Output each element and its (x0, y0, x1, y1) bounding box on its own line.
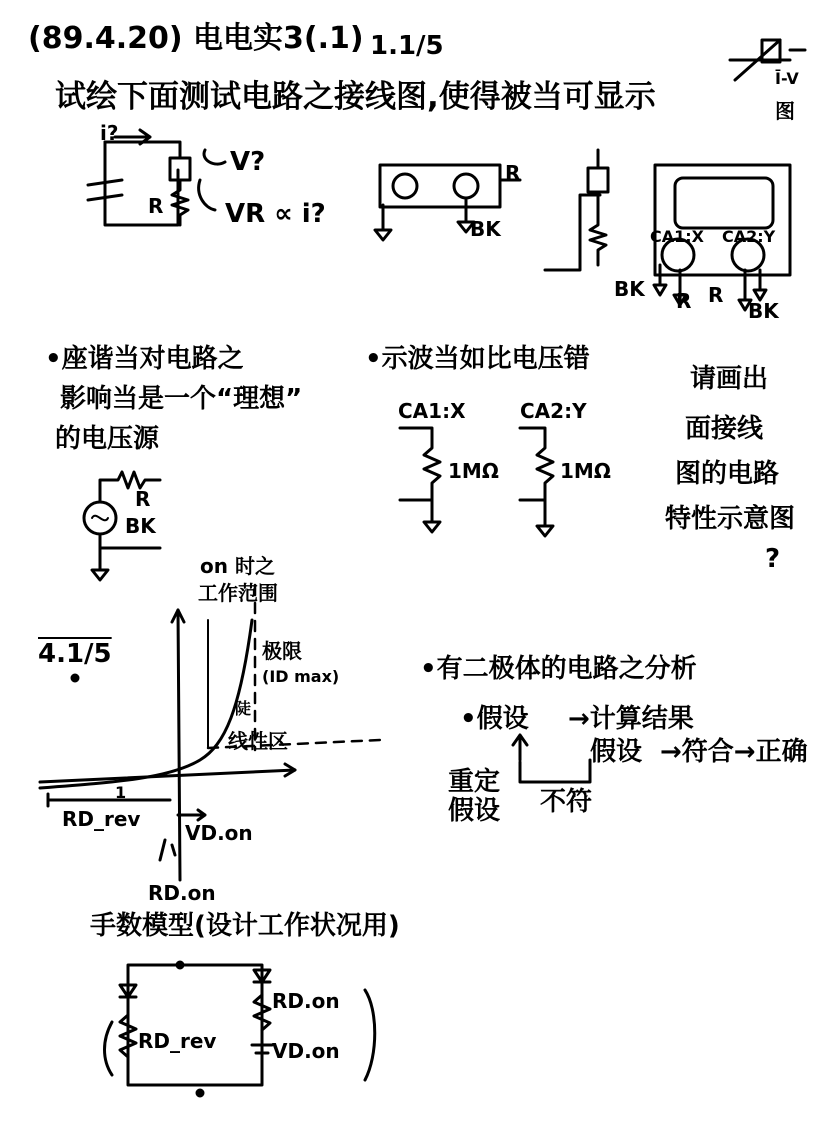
scope-r1: 1MΩ (448, 459, 499, 483)
rd-rev-label: RD_rev (62, 807, 141, 831)
scope-r-left: R (676, 289, 692, 313)
analysis-title: •有二极体的电路之分析 (420, 654, 697, 684)
question-line4: 特性示意图 (665, 504, 796, 534)
source-bk-label: BK (125, 514, 156, 538)
question-line3: 图的电路 (675, 459, 780, 489)
analysis-compute: →计算结果 (568, 704, 694, 734)
analysis-check: 假设 (590, 737, 643, 767)
analysis-assume: •假设 (460, 704, 529, 734)
model-rd-on: RD.on (272, 989, 340, 1013)
scope-r2: 1MΩ (560, 459, 611, 483)
model-vd-on: VD.on (272, 1039, 340, 1063)
rd-on-label: RD.on (148, 881, 216, 905)
model-rd-rev: RD_rev (138, 1029, 217, 1053)
range-label: 工作范围 (198, 581, 278, 605)
source-note-line2: 影响当是一个“理想” (60, 384, 303, 414)
scope-bk-left: BK (614, 277, 645, 301)
vd-on-label: VD.on (185, 821, 253, 845)
top-right-label-2: 图 (775, 99, 795, 123)
analysis-reassume: 重定假设 (448, 767, 501, 826)
scope-ch2: CA2:Y (520, 399, 587, 423)
source-r-label: R (135, 487, 151, 511)
wiring-sketch (375, 150, 608, 270)
wiring-bk-label: BK (470, 217, 501, 241)
scope-r-right: R (708, 283, 724, 307)
date-reference: (89.4.20) 电电实3(.1) (28, 21, 364, 56)
iv-page-reference: 4.1/5 (38, 639, 112, 669)
page-reference: 1.1/5 (370, 31, 444, 61)
source-note-line3: 的电压源 (55, 424, 160, 454)
scope-ch2-label: CA2:Y (722, 227, 776, 246)
top-right-label: Ī-V (775, 69, 799, 88)
current-label: i? (100, 121, 119, 145)
model-title: 手数模型(设计工作状况用) (90, 911, 400, 941)
voltage-label: V? (230, 147, 266, 177)
steep-label: 陡 (235, 699, 252, 718)
limit-sub-label: (ID max) (262, 667, 340, 686)
scope-bk-right: BK (748, 299, 779, 323)
question-line1: 请画出 (690, 364, 769, 394)
proportional-relation: VR ∝ i? (225, 199, 326, 229)
resistor-label: R (148, 194, 164, 218)
question-mark: ? (765, 544, 781, 574)
scope-ch1: CA1:X (398, 399, 466, 423)
limit-label: 极限 (262, 639, 302, 663)
on-label: on 时之 (200, 554, 275, 578)
slope-mark: 1 (115, 783, 127, 802)
question-line2: 面接线 (685, 414, 764, 444)
linear-region-label: 线性区 (228, 729, 288, 753)
scope-note-title: •示波当如比电压错 (365, 344, 590, 374)
scope-ch1-label: CA1:X (650, 227, 704, 246)
analysis-mismatch: 不符 (540, 787, 593, 817)
analysis-arrows (513, 735, 590, 782)
wiring-r-label: R (505, 161, 521, 185)
page-title: 试绘下面测试电路之接线图,使得被当可显示 (55, 79, 656, 115)
analysis-match: →符合→正确 (660, 737, 808, 767)
source-note-line1: •座谐当对电路之 (45, 344, 244, 374)
